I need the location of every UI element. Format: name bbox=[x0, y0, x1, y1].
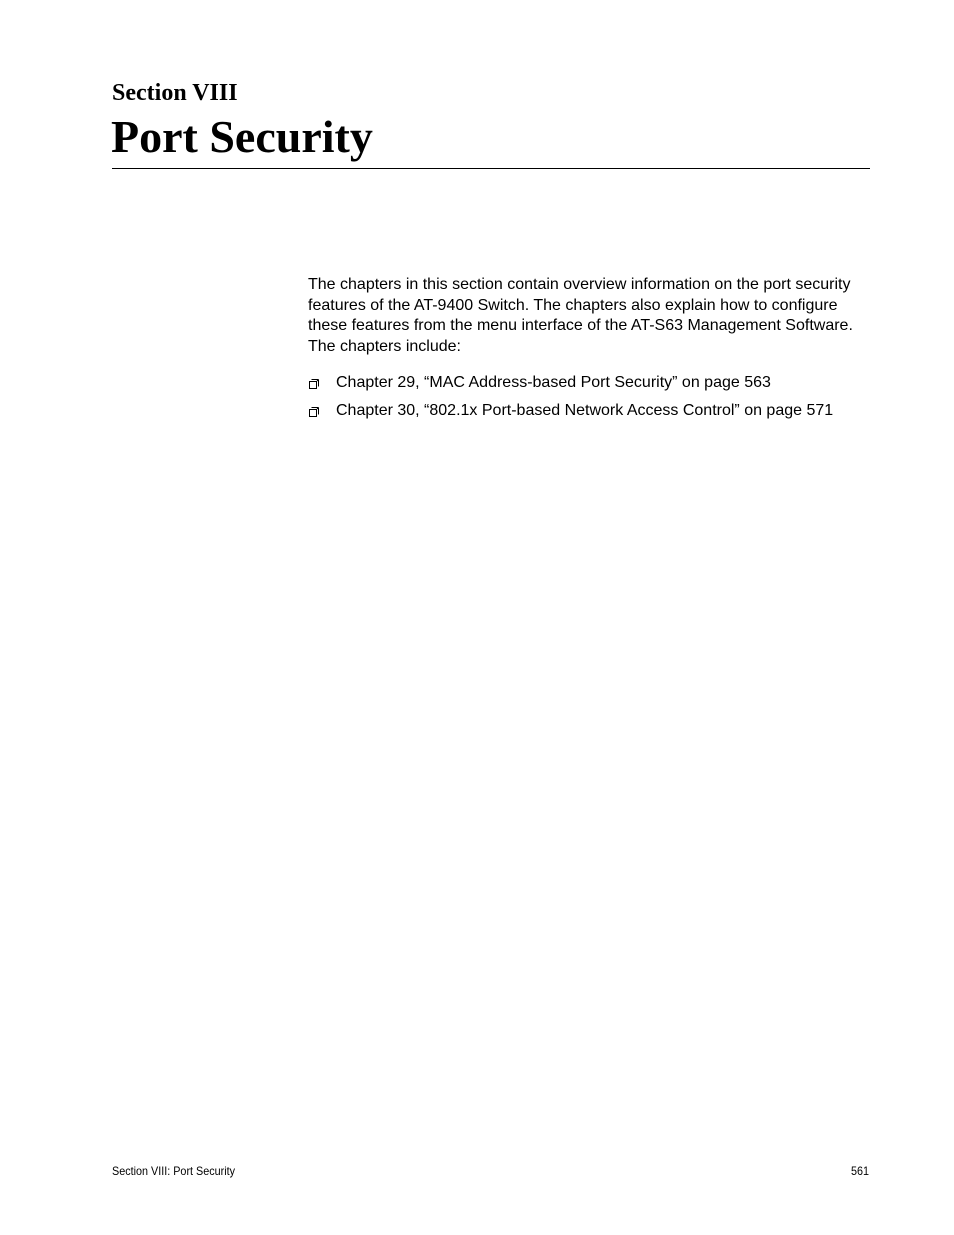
list-item bbox=[308, 401, 833, 429]
section-label: Section VIII bbox=[112, 80, 238, 106]
footer-page-number: 561 bbox=[850, 1164, 869, 1178]
intro-paragraph: The chapters in this section contain overview information on the port security features of the AT-9400 Switch. The chapters also explain how to configure these features from the menu interface of the AT-S63 Management Software. The chapters include: bbox=[308, 276, 853, 355]
chapter-link-text[interactable]: Chapter 30, “802.1x Port-based Network Access Control” on page 571 bbox=[336, 402, 834, 419]
list-item bbox=[308, 373, 833, 401]
title-divider bbox=[112, 168, 870, 169]
chapter-list bbox=[308, 373, 833, 429]
page-title: Port Security bbox=[111, 111, 373, 162]
hollow-square-bullet-icon bbox=[309, 379, 319, 389]
footer-section-label: Section VIII: Port Security bbox=[112, 1164, 236, 1178]
hollow-square-bullet-icon bbox=[309, 407, 319, 417]
chapter-link-text[interactable]: Chapter 29, “MAC Address-based Port Security” on page 563 bbox=[336, 374, 771, 391]
